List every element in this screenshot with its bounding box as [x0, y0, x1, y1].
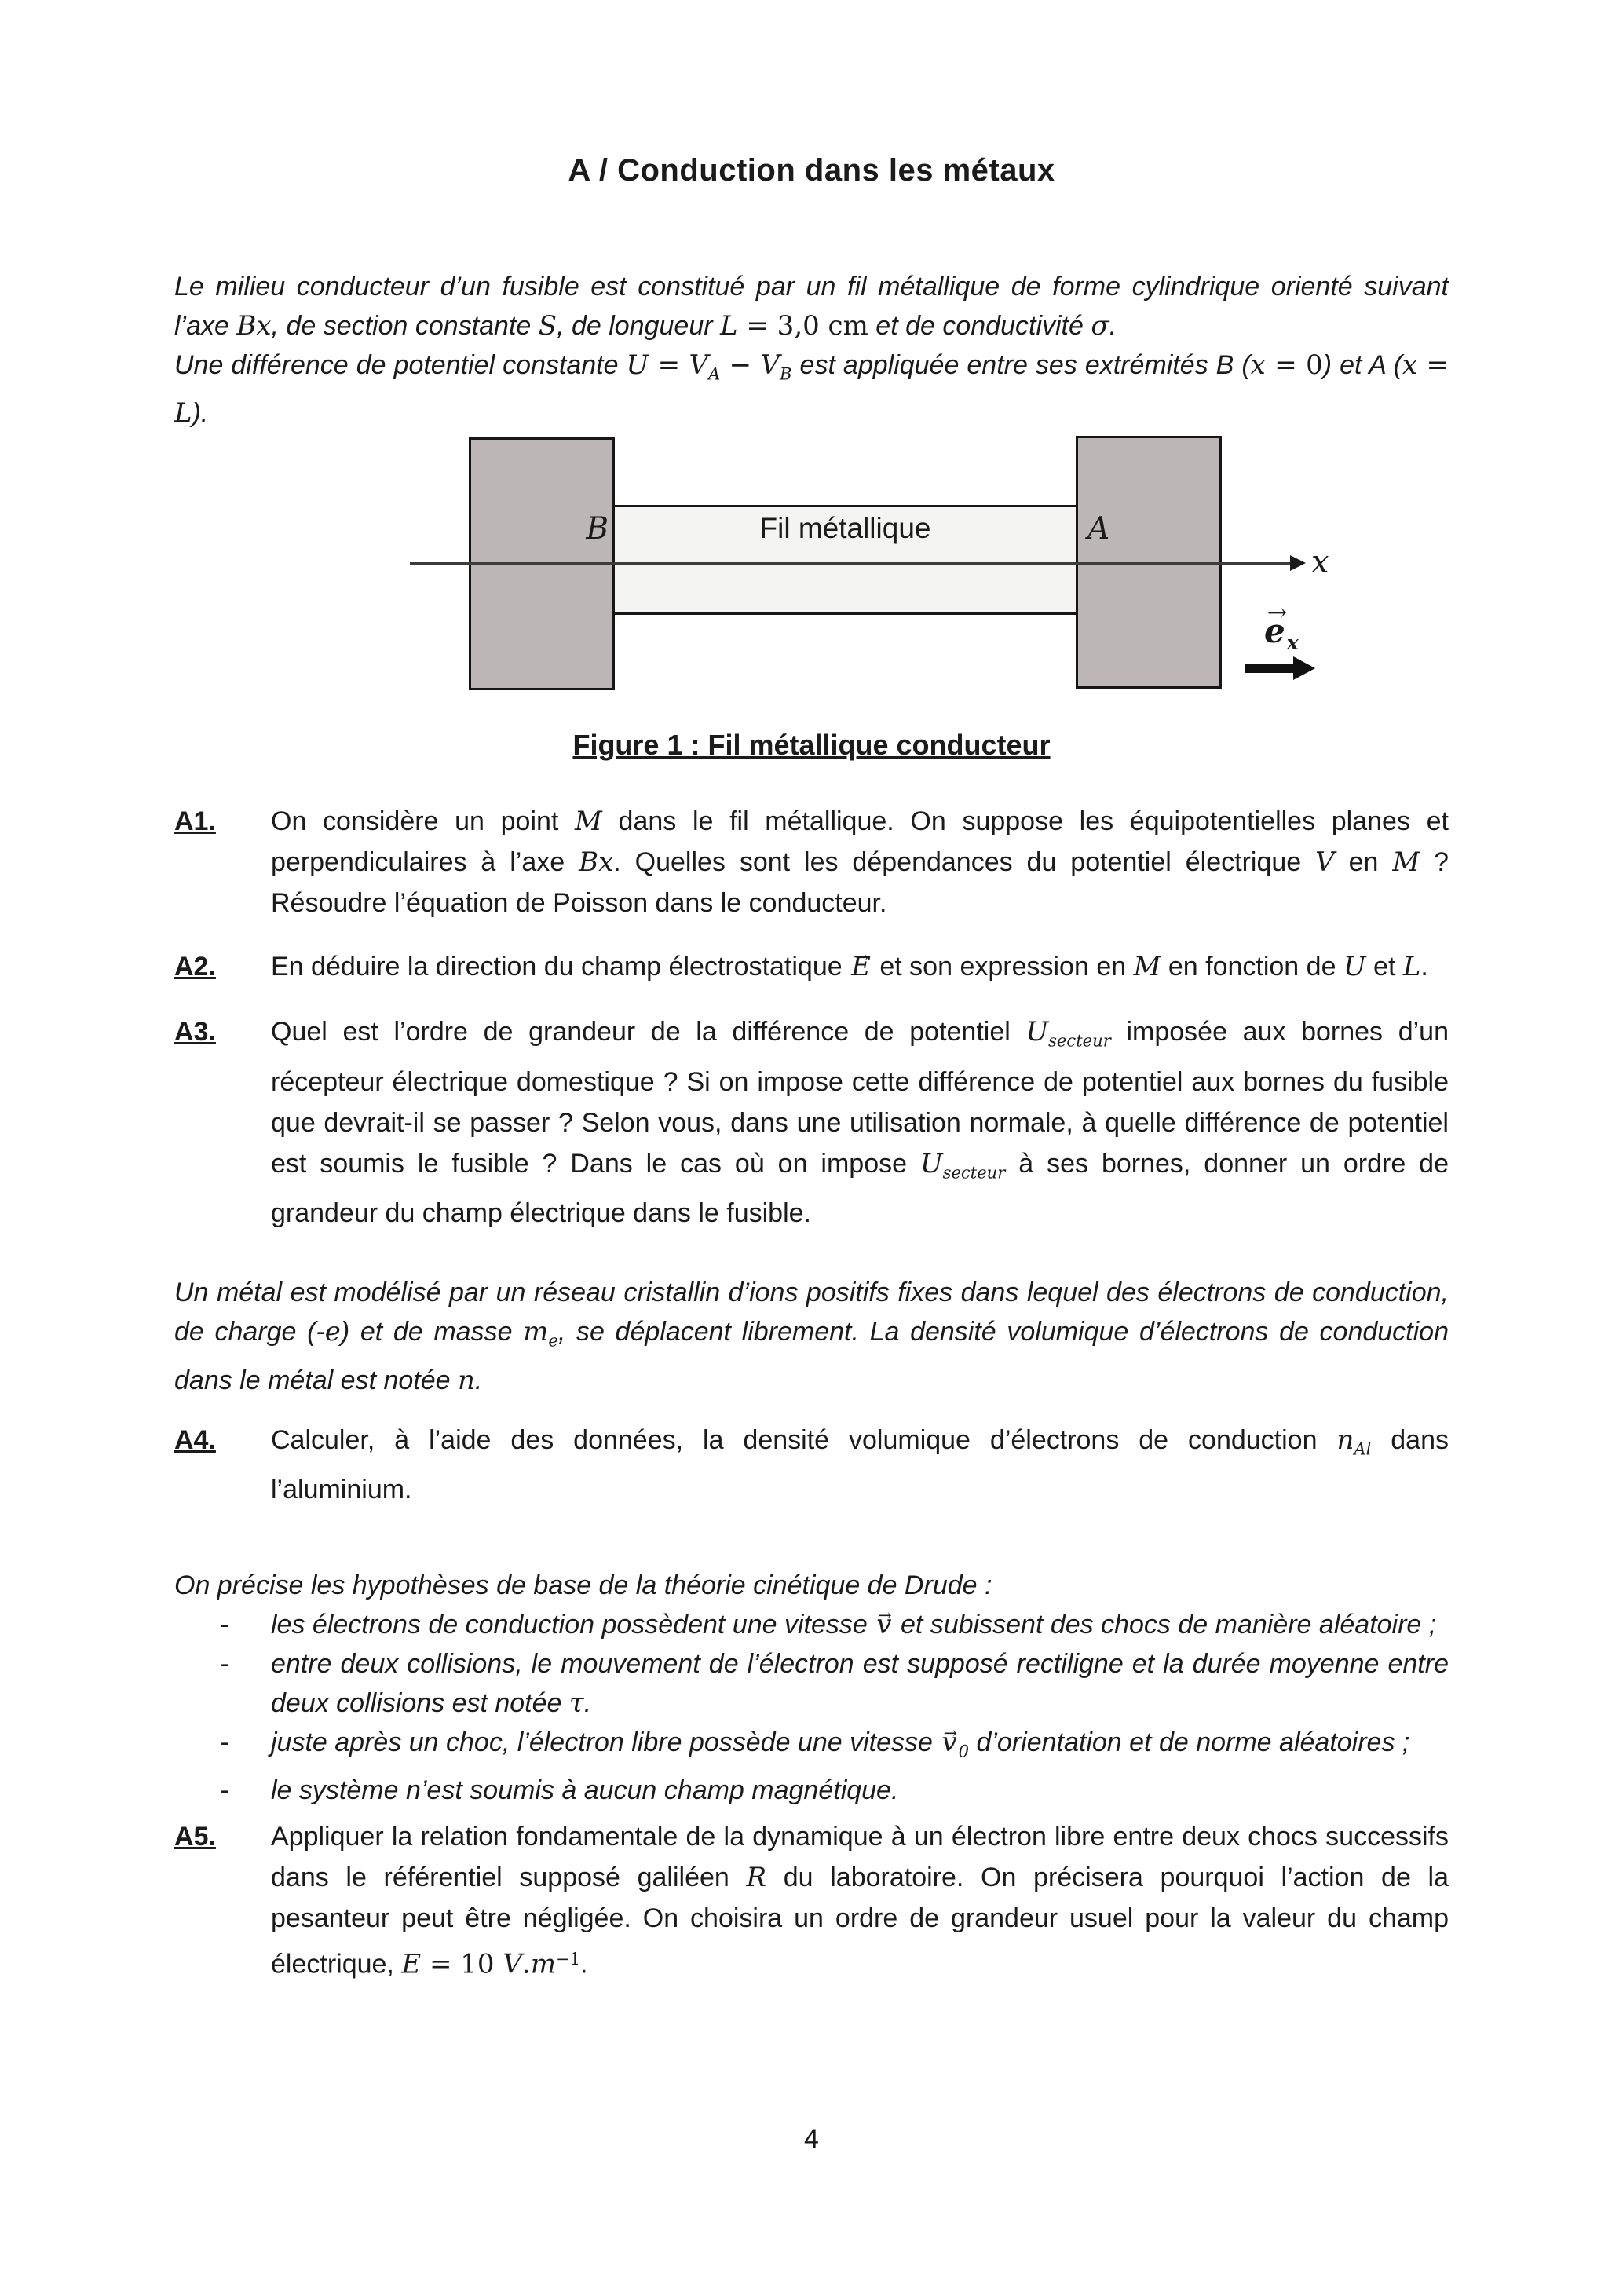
intro-paragraph-2: Une différence de potentiel constante $U = V_A - V_B$ est appliquée entre ses extrémités B (x = 0) et A (x = L).: [174, 349, 1449, 430]
x-axis-line: [410, 562, 1293, 565]
drude-intro-paragraph: On précise les hypothèses de base de la théorie cinétique de Drude :: [174, 1570, 992, 1600]
bullet-dash: -: [220, 1727, 229, 1757]
question-a1-label: A1.: [174, 806, 216, 837]
question-a2: [174, 946, 1449, 987]
point-a-label: A: [1087, 511, 1110, 547]
question-a3: [174, 1011, 1449, 1234]
question-a1-body: On considère un point M dans le fil métallique. On suppose les équipotentielles planes et perpendiculaires à l’axe Bx. Quelles sont les dépendances du potentiel électrique V en M ? Résoudre l’équation de Poisson dans le conducteur.: [271, 806, 1449, 919]
drude-bullet-4-text: le système n’est soumis à aucun champ magnétique.: [271, 1775, 899, 1806]
figure-1: [174, 436, 1449, 707]
drude-bullet-1-text: les électrons de conduction possèdent une vitesse v → et subissent des chocs de manière aléatoire ;: [271, 1605, 1449, 1644]
ex-subscript: x: [1286, 631, 1299, 655]
wire-label: Fil métallique: [759, 512, 931, 545]
bullet-dash: -: [220, 1609, 229, 1640]
drude-bullet-3-text: juste après un choc, l’électron libre possède une vitesse $v \to_0$ d’orientation et de norme aléatoires ;: [271, 1723, 1449, 1771]
question-a5: [174, 1816, 1449, 1985]
question-a2-body: En déduire la direction du champ électrostatique E → et son expression en M en fonction de U et L.: [271, 946, 1449, 987]
x-axis-arrowhead-icon: [1290, 555, 1306, 571]
drude-bullet-2: [174, 1644, 1449, 1723]
drude-bullet-3: [174, 1723, 1449, 1771]
x-axis-label: x: [1311, 544, 1329, 581]
drude-bullet-4: [174, 1771, 1449, 1810]
question-a2-label: A2.: [174, 952, 216, 982]
question-a4-body: Calculer, à l’aide des données, la densité volumique d’électrons de conduction $n_{Al}$ dans l’aluminium.: [271, 1424, 1449, 1504]
question-a5-label: A5.: [174, 1822, 216, 1852]
question-a4-label: A4.: [174, 1424, 216, 1455]
ex-direction-arrow-icon: [1245, 664, 1294, 673]
question-a5-body: Appliquer la relation fondamentale de la dynamique à un électron libre entre deux chocs successifs dans le référentiel supposé galiléen R du laboratoire. On précisera pourquoi l’action de la pesanteur peut être négligée. On choisira un ordre de grandeur usuel pour la valeur du champ électrique, E = 10 $V.m^{-1}$.: [271, 1822, 1449, 1980]
bullet-dash: -: [220, 1648, 229, 1679]
drude-bullet-2-text: entre deux collisions, le mouvement de l’électron est supposé rectiligne et la durée moyenne entre deux collisions est notée τ.: [271, 1648, 1449, 1719]
question-a1: [174, 801, 1449, 923]
drude-bullet-1: [174, 1605, 1449, 1644]
unit-vector-ex-label: [1263, 612, 1299, 654]
metal-model-paragraph: Un métal est modélisé par un réseau cristallin d’ions positifs fixes dans lequel des électrons de conduction, de charge (-e) et de masse $m_e$, se déplacent librement. La densité volumique d’électrons de conduction dans le métal est notée n.: [174, 1278, 1449, 1396]
question-a3-label: A3.: [174, 1017, 216, 1047]
page-number: 4: [804, 2124, 819, 2154]
ex-arrowhead-icon: [1293, 656, 1315, 680]
ex-base: e →: [1263, 612, 1287, 650]
point-b-label: B: [586, 511, 609, 547]
intro-paragraph-1: Le milieu conducteur d’un fusible est constitué par un fil métallique de forme cylindrique orienté suivant l’axe Bx, de section constante S, de longueur L = 3,0 cm et de conductivité σ.: [174, 272, 1449, 342]
page-title: A / Conduction dans les métaux: [568, 153, 1055, 188]
question-a3-body: Quel est l’ordre de grandeur de la différence de potentiel $U_{secteur}$ imposée aux bornes d’un récepteur électrique domestique ? Si on impose cette différence de potentiel aux bornes du fusible que devrait-il se passer ? Selon vous, dans une utilisation normale, à quelle différence de potentiel est soumis le fusible ? Dans le cas où on impose $U_{secteur}$ à ses bornes, donner un ordre de grandeur du champ électrique dans le fusible.: [271, 1016, 1449, 1229]
figure-caption: Figure 1 : Fil métallique conducteur: [572, 729, 1051, 762]
page-content: [174, 0, 1449, 1985]
bullet-dash: -: [220, 1775, 229, 1806]
question-a4: [174, 1420, 1449, 1510]
